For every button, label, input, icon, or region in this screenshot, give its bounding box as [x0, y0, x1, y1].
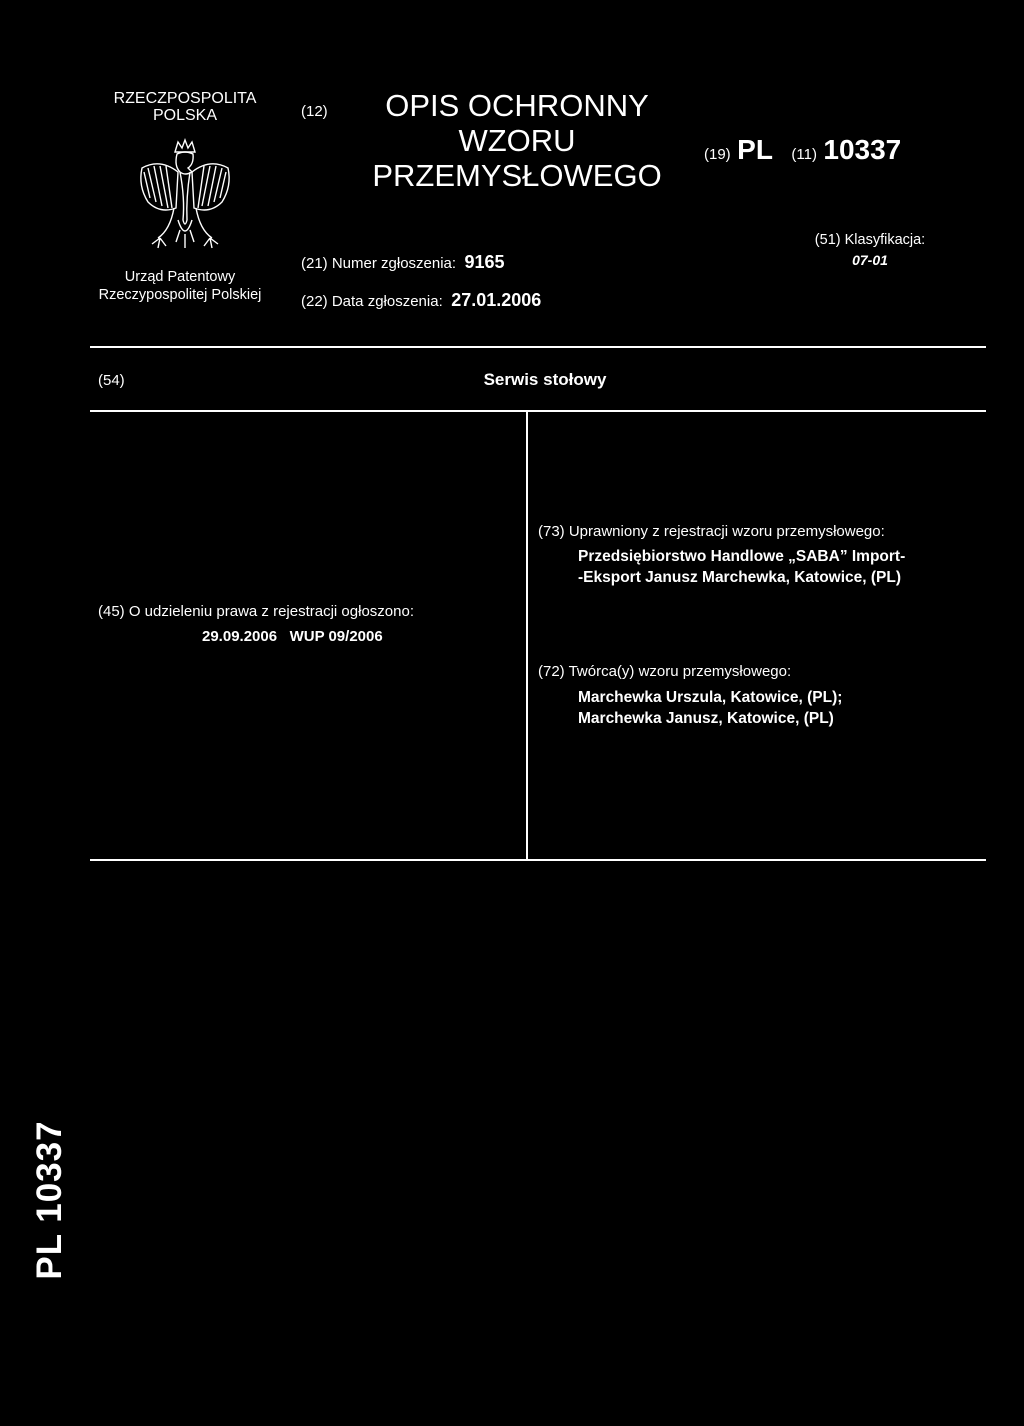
code-54: (54): [98, 372, 125, 389]
holder-name: [578, 546, 905, 588]
creator-label: (72) Twórca(y) wzoru przemysłowego:: [538, 663, 792, 680]
creator-names: [578, 687, 842, 729]
title-line1: OPIS OCHRONNY: [385, 88, 649, 123]
grant-announcement-label: (45) O udzieleniu prawa z rejestracji ogłoszono:: [98, 603, 414, 620]
application-number-row: [301, 252, 505, 273]
patent-identifier: [704, 134, 901, 166]
holder-label: (73) Uprawniony z rejestracji wzoru przemysłowego:: [538, 523, 885, 540]
classification-label: (51) Klasyfikacja:: [814, 232, 926, 248]
country-line2: POLSKA: [152, 107, 218, 124]
holder-line2: -Eksport Janusz Marchewka, Katowice, (PL): [578, 569, 902, 586]
classification-block: [790, 232, 950, 268]
code-12: (12): [301, 103, 328, 120]
document-title: [352, 88, 682, 193]
application-date-row: [301, 290, 541, 311]
middle-divider: [90, 410, 986, 412]
grant-announcement-value: 29.09.2006 WUP 09/2006: [202, 628, 383, 645]
classification-value: 07-01: [852, 252, 888, 268]
polish-eagle-emblem-icon: [130, 138, 240, 256]
patent-number: 10337: [823, 134, 902, 165]
creator-line1: Marchewka Urszula, Katowice, (PL);: [578, 689, 843, 706]
office-line2: Rzeczypospolitej Polskiej: [98, 287, 262, 303]
office-line1: Urząd Patentowy: [124, 269, 236, 285]
top-divider: [90, 346, 986, 348]
country-name: [100, 90, 270, 124]
application-date: 27.01.2006: [451, 290, 542, 310]
holder-line1: Przedsiębiorstwo Handlowe „SABA” Import-: [578, 548, 906, 565]
application-number: 9165: [464, 252, 505, 272]
design-title: Serwis stołowy: [483, 370, 607, 389]
application-number-label: (21) Numer zgłoszenia:: [301, 255, 457, 272]
column-divider: [526, 411, 528, 860]
title-line3: PRZEMYSŁOWEGO: [372, 158, 662, 193]
application-date-label: (22) Data zgłoszenia:: [301, 293, 443, 310]
code-19: (19): [704, 146, 731, 163]
country-code: PL: [737, 134, 773, 165]
office-name: [80, 268, 280, 304]
bottom-divider: [90, 859, 986, 861]
code-11: (11): [791, 146, 817, 163]
title-line2: WZORU: [458, 123, 576, 158]
country-line1: RZECZPOSPOLITA: [113, 90, 257, 107]
side-label: PL 10337: [30, 1120, 69, 1280]
creator-line2: Marchewka Janusz, Katowice, (PL): [578, 710, 834, 727]
